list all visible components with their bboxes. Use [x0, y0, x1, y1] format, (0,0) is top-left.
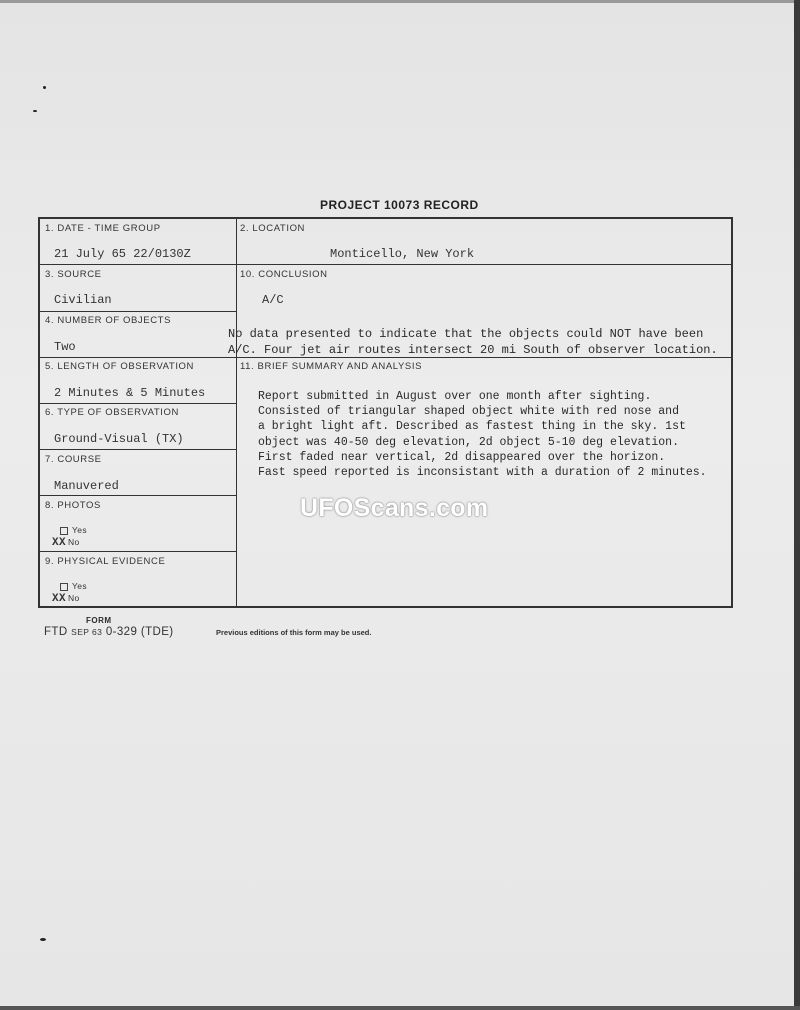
course-value: Manuvered	[54, 479, 119, 493]
checkmark-xx: XX	[52, 593, 67, 605]
scan-edge-top	[0, 0, 800, 3]
row-divider	[40, 449, 236, 450]
row-divider	[40, 357, 236, 358]
footer-form-date: SEP 63	[71, 627, 103, 637]
scan-speck	[40, 938, 46, 941]
footer-form-code	[44, 626, 174, 638]
physical-evidence-yes-option: Yes	[60, 581, 87, 591]
number-of-objects-value: Two	[54, 340, 76, 354]
photos-yes-option: Yes	[60, 525, 87, 535]
photos-label: 8. PHOTOS	[45, 500, 101, 511]
source-label: 3. SOURCE	[45, 269, 102, 280]
conclusion-value: A/C	[262, 293, 284, 307]
form-title: PROJECT 10073 RECORD	[320, 198, 479, 212]
row-divider	[40, 311, 236, 312]
summary-label: 11. BRIEF SUMMARY AND ANALYSIS	[240, 361, 423, 372]
checkmark-xx: XX	[52, 537, 67, 549]
location-value: Monticello, New York	[330, 247, 475, 261]
footer-note: Previous editions of this form may be used.	[216, 628, 372, 637]
date-time-group-value: 21 July 65 22/0130Z	[54, 247, 191, 261]
summary-line: Fast speed reported is inconsistant with a duration of 2 minutes.	[258, 466, 707, 480]
summary-line: a bright light aft. Described as fastest thing in the sky. 1st	[258, 420, 686, 434]
number-of-objects-label: 4. NUMBER OF OBJECTS	[45, 315, 172, 326]
watermark: UFOScans.com	[300, 494, 489, 522]
summary-line: First faded near vertical, 2d disappeared over the horizon.	[258, 450, 666, 464]
footer-form-word: FORM	[86, 616, 112, 625]
summary-line: Consisted of triangular shaped object white with red nose and	[258, 405, 679, 419]
checkbox-icon	[60, 527, 68, 535]
course-label: 7. COURSE	[45, 454, 102, 465]
row-divider	[236, 264, 731, 265]
source-value: Civilian	[54, 293, 112, 307]
summary-line: Report submitted in August over one month after sighting.	[258, 390, 652, 403]
scan-speck	[33, 110, 37, 112]
scan-edge-bottom	[0, 1006, 800, 1010]
checkbox-icon	[60, 583, 68, 591]
type-of-observation-label: 6. TYPE OF OBSERVATION	[45, 407, 179, 418]
date-time-group-label: 1. DATE - TIME GROUP	[45, 223, 161, 234]
footer-form-prefix: FTD	[44, 626, 68, 638]
conclusion-note-line: No data presented to indicate that the objects could NOT have been	[228, 327, 704, 341]
type-of-observation-value: Ground-Visual (TX)	[54, 432, 184, 446]
physical-evidence-no-option: XX No	[52, 593, 80, 605]
row-divider	[40, 264, 236, 265]
location-label: 2. LOCATION	[240, 223, 306, 234]
row-divider	[40, 403, 236, 404]
length-of-observation-value: 2 Minutes & 5 Minutes	[54, 386, 206, 400]
photos-no-option: XX No	[52, 537, 80, 549]
conclusion-label: 10. CONCLUSION	[240, 269, 328, 280]
scan-speck	[43, 86, 46, 89]
scan-edge-right	[794, 0, 800, 1010]
conclusion-note	[228, 326, 768, 358]
summary-text	[258, 389, 763, 480]
row-divider	[40, 551, 236, 552]
column-divider	[236, 219, 237, 608]
summary-line: object was 40-50 deg elevation, 2d object 5-10 deg elevation.	[258, 435, 679, 449]
conclusion-note-line: A/C. Four jet air routes intersect 20 mi South of observer location.	[228, 343, 718, 357]
length-of-observation-label: 5. LENGTH OF OBSERVATION	[45, 361, 195, 372]
row-divider	[40, 495, 236, 496]
physical-evidence-label: 9. PHYSICAL EVIDENCE	[45, 556, 166, 567]
footer-form-number: 0-329 (TDE)	[105, 626, 174, 638]
